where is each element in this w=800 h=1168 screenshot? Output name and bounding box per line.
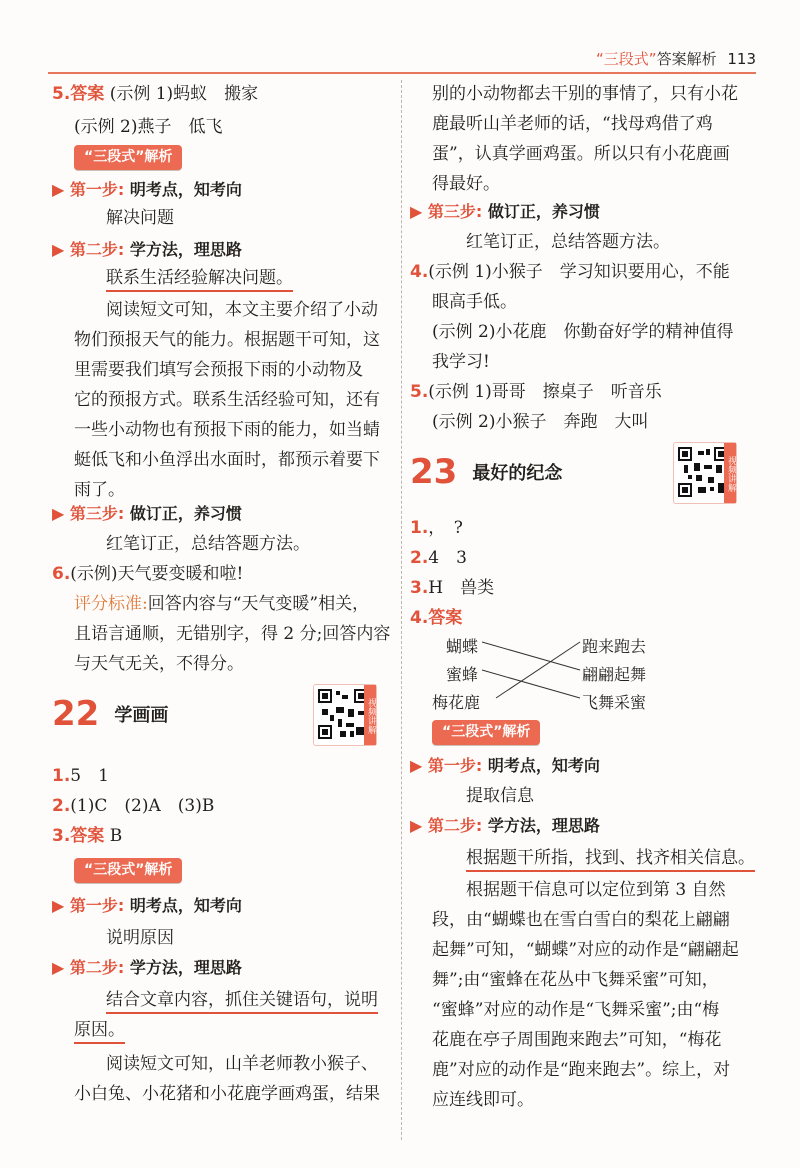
l22-q1 [52, 764, 109, 788]
lesson-number: 23 [410, 452, 458, 492]
l23-q1 [410, 516, 463, 540]
r-step-three [410, 200, 600, 224]
qr-code-icon [318, 689, 368, 739]
underlined-key: 联系生活经验解决问题。 [106, 268, 293, 292]
page-header [596, 48, 756, 69]
answer-line: (示例 2)小猴子 奔跑 大叫 [432, 412, 649, 432]
r-step-one-content: 提取信息 [466, 786, 534, 806]
arrow-icon: ▶ [52, 180, 65, 199]
step-text: 学方法，理思路 [129, 958, 242, 977]
q-number: 3. [52, 826, 71, 846]
match-lines [470, 630, 590, 715]
match-left-3: 梅花鹿 [432, 693, 481, 712]
r-q4 [410, 260, 730, 284]
arrow-icon: ▶ [52, 896, 65, 915]
left-q5-line2: (示例 2)燕子 低飞 [74, 117, 223, 137]
para-line: 鹿”对应的动作是“跑来跑去”。综上，对 [432, 1060, 731, 1080]
step-label: 第二步: [69, 958, 125, 977]
para-line: 里需要我们填写会预报下雨的小动物及 [74, 360, 363, 380]
step-label: 第二步: [427, 816, 483, 835]
para-line: 阅读短文可知，山羊老师教小猴子、 [106, 1054, 378, 1074]
arrow-icon: ▶ [52, 504, 65, 523]
answer-line: H 兽类 [428, 578, 495, 598]
q-number: 4. [410, 262, 429, 282]
header-label: 答案解析 [656, 50, 717, 68]
analysis-badge: “三段式”解析 [74, 858, 182, 883]
q-number: 6. [52, 564, 71, 584]
score-text: 回答内容与“天气变暖”相关， [147, 594, 370, 614]
step-two [52, 238, 242, 262]
step-label: 第一步: [69, 896, 125, 915]
para-line: 它的预报方式。联系生活经验可知，还有 [74, 390, 380, 410]
q-number: 3. [410, 578, 429, 598]
arrow-icon: ▶ [410, 756, 423, 775]
q-number: 2. [52, 796, 71, 816]
lesson-22-heading [52, 694, 168, 734]
arrow-icon: ▶ [410, 202, 423, 221]
lesson-title: 最好的纪念 [472, 463, 563, 484]
answer-line: (1)C (2)A (3)B [70, 796, 215, 816]
r-step-three-content: 红笔订正，总结答题方法。 [466, 232, 670, 252]
q-number: 1. [52, 766, 71, 786]
para-line: 别的小动物都去干别的事情了，只有小花 [432, 84, 738, 104]
arrow-icon: ▶ [52, 240, 65, 259]
q-number: 5. [52, 84, 71, 104]
answer-line: 4 3 [428, 548, 467, 568]
l22-key-line [74, 1018, 125, 1042]
underlined-key: 原因。 [74, 1020, 125, 1044]
page-number: 113 [727, 50, 756, 68]
step-text: 明考点，知考向 [487, 756, 600, 775]
score-line [74, 592, 369, 616]
answer-line: 眼高手低。 [432, 292, 517, 312]
para-line: 鹿最听山羊老师的话，“找母鸡借了鸡 [432, 114, 713, 134]
para-line: 根据题干信息可以定位到第 3 自然 [466, 880, 726, 900]
step-label: 第一步: [427, 756, 483, 775]
para-line: 花鹿在亭子周围跑来跑去”可知，“梅花 [432, 1030, 722, 1050]
para-line: 得最好。 [432, 174, 500, 194]
step-three-content: 红笔订正，总结答题方法。 [106, 534, 310, 554]
step-text: 学方法，理思路 [487, 816, 600, 835]
step-one-content: 解决问题 [106, 208, 174, 228]
para-line: 一些小动物也有预报下雨的能力，如当蜻 [74, 420, 380, 440]
l22-step-one-content: 说明原因 [106, 928, 174, 948]
arrow-icon: ▶ [52, 958, 65, 977]
qr-code-22[interactable] [313, 684, 377, 746]
qr-code-icon [678, 447, 728, 497]
step-one [52, 178, 242, 202]
underlined-key: 结合文章内容，抓住关键语句，说明 [106, 990, 378, 1014]
lesson-title: 学画画 [114, 705, 169, 726]
para-line: 应连线即可。 [432, 1090, 534, 1110]
match-right-3: 飞舞采蜜 [582, 693, 647, 712]
analysis-badge: “三段式”解析 [432, 720, 540, 745]
video-tag: 视频讲解 [364, 685, 376, 745]
para-line: 段，由“蝴蝶也在雪白雪白的梨花上翩翩 [432, 910, 730, 930]
answer-line: 我学习! [432, 352, 490, 372]
match-left-1: 蝴蝶 [446, 637, 479, 656]
l22-q2 [52, 794, 214, 818]
step-text: 学方法，理思路 [129, 240, 242, 259]
step-text: 做订正，养习惯 [129, 504, 242, 523]
r-step-two [410, 814, 600, 838]
answer-line: (示例)天气要变暖和啦! [70, 564, 244, 584]
step-label: 第二步: [69, 240, 125, 259]
answer-line: (示例 1)蚂蚁 搬家 [109, 84, 259, 104]
step-text: 做订正，养习惯 [487, 202, 600, 221]
step-three [52, 502, 242, 526]
match-left-2: 蜜蜂 [446, 665, 479, 684]
answer-label: 答案 [70, 826, 105, 846]
match-line [482, 642, 580, 670]
l23-q4 [410, 606, 462, 630]
left-q5 [52, 82, 258, 106]
r-key-line [466, 846, 755, 870]
para-line: 起舞”可知，“蝴蝶”对应的动作是“翩翩起 [432, 940, 739, 960]
para-line: 阅读短文可知，本文主要介绍了小动 [106, 300, 378, 320]
q-number: 4. [410, 608, 429, 628]
para-line: 雨了。 [74, 480, 125, 500]
answer-line: B [109, 826, 123, 846]
match-right-1: 跑来跑去 [582, 637, 647, 656]
answer-label: 答案 [70, 84, 105, 104]
match-right-2: 翩翩起舞 [582, 665, 647, 684]
step-label: 第三步: [69, 504, 125, 523]
step-two-key [106, 266, 293, 290]
score-label: 评分标准: [74, 594, 148, 614]
para-line: 蛋”，认真学画鸡蛋。所以只有小花鹿画 [432, 144, 730, 164]
answer-line: 5 1 [70, 766, 109, 786]
qr-code-23[interactable] [673, 442, 737, 504]
step-label: 第三步: [427, 202, 483, 221]
match-line [496, 642, 580, 698]
arrow-icon: ▶ [410, 816, 423, 835]
r-q5 [410, 380, 662, 404]
para-line: 小白兔、小花猪和小花鹿学画鸡蛋，结果 [74, 1084, 380, 1104]
answer-label: 答案 [428, 608, 463, 628]
q-number: 2. [410, 548, 429, 568]
q-number: 5. [410, 382, 429, 402]
answer-line: ， ? [428, 518, 463, 538]
l22-q3 [52, 824, 122, 848]
lesson-number: 22 [52, 694, 100, 734]
l22-step-one [52, 894, 242, 918]
left-q6 [52, 562, 243, 586]
lesson-23-heading [410, 452, 562, 492]
header-label-red: “三段式” [596, 50, 657, 68]
l22-step-two [52, 956, 242, 980]
underlined-key: 根据题干所指，找到、找齐相关信息。 [466, 848, 755, 872]
step-text: 明考点，知考向 [129, 180, 242, 199]
para-line: 舞”;由“蜜蜂在花丛中飞舞采蜜”可知， [432, 970, 719, 990]
score-line: 与天气无关，不得分。 [74, 654, 244, 674]
video-tag: 视频讲解 [724, 443, 736, 503]
l22-key-line [106, 988, 378, 1012]
answer-line: (示例 1)哥哥 擦桌子 听音乐 [428, 382, 662, 402]
r-step-one [410, 754, 600, 778]
step-label: 第一步: [69, 180, 125, 199]
q-number: 1. [410, 518, 429, 538]
answer-line: (示例 1)小猴子 学习知识要用心，不能 [428, 262, 730, 282]
l23-q3 [410, 576, 494, 600]
column-divider [401, 80, 402, 1140]
para-line: “蜜蜂”对应的动作是“飞舞采蜜”;由“梅 [432, 1000, 720, 1020]
para-line: 蜓低飞和小鱼浮出水面时，都预示着要下 [74, 450, 380, 470]
step-text: 明考点，知考向 [129, 896, 242, 915]
para-line: 物们预报天气的能力。根据题干可知，这 [74, 330, 380, 350]
answer-line: (示例 2)小花鹿 你勤奋好学的精神值得 [432, 322, 734, 342]
score-line: 且语言通顺，无错别字，得 2 分;回答内容 [74, 624, 391, 644]
analysis-badge: “三段式”解析 [74, 145, 182, 170]
l23-q2 [410, 546, 467, 570]
header-rule [48, 72, 756, 74]
